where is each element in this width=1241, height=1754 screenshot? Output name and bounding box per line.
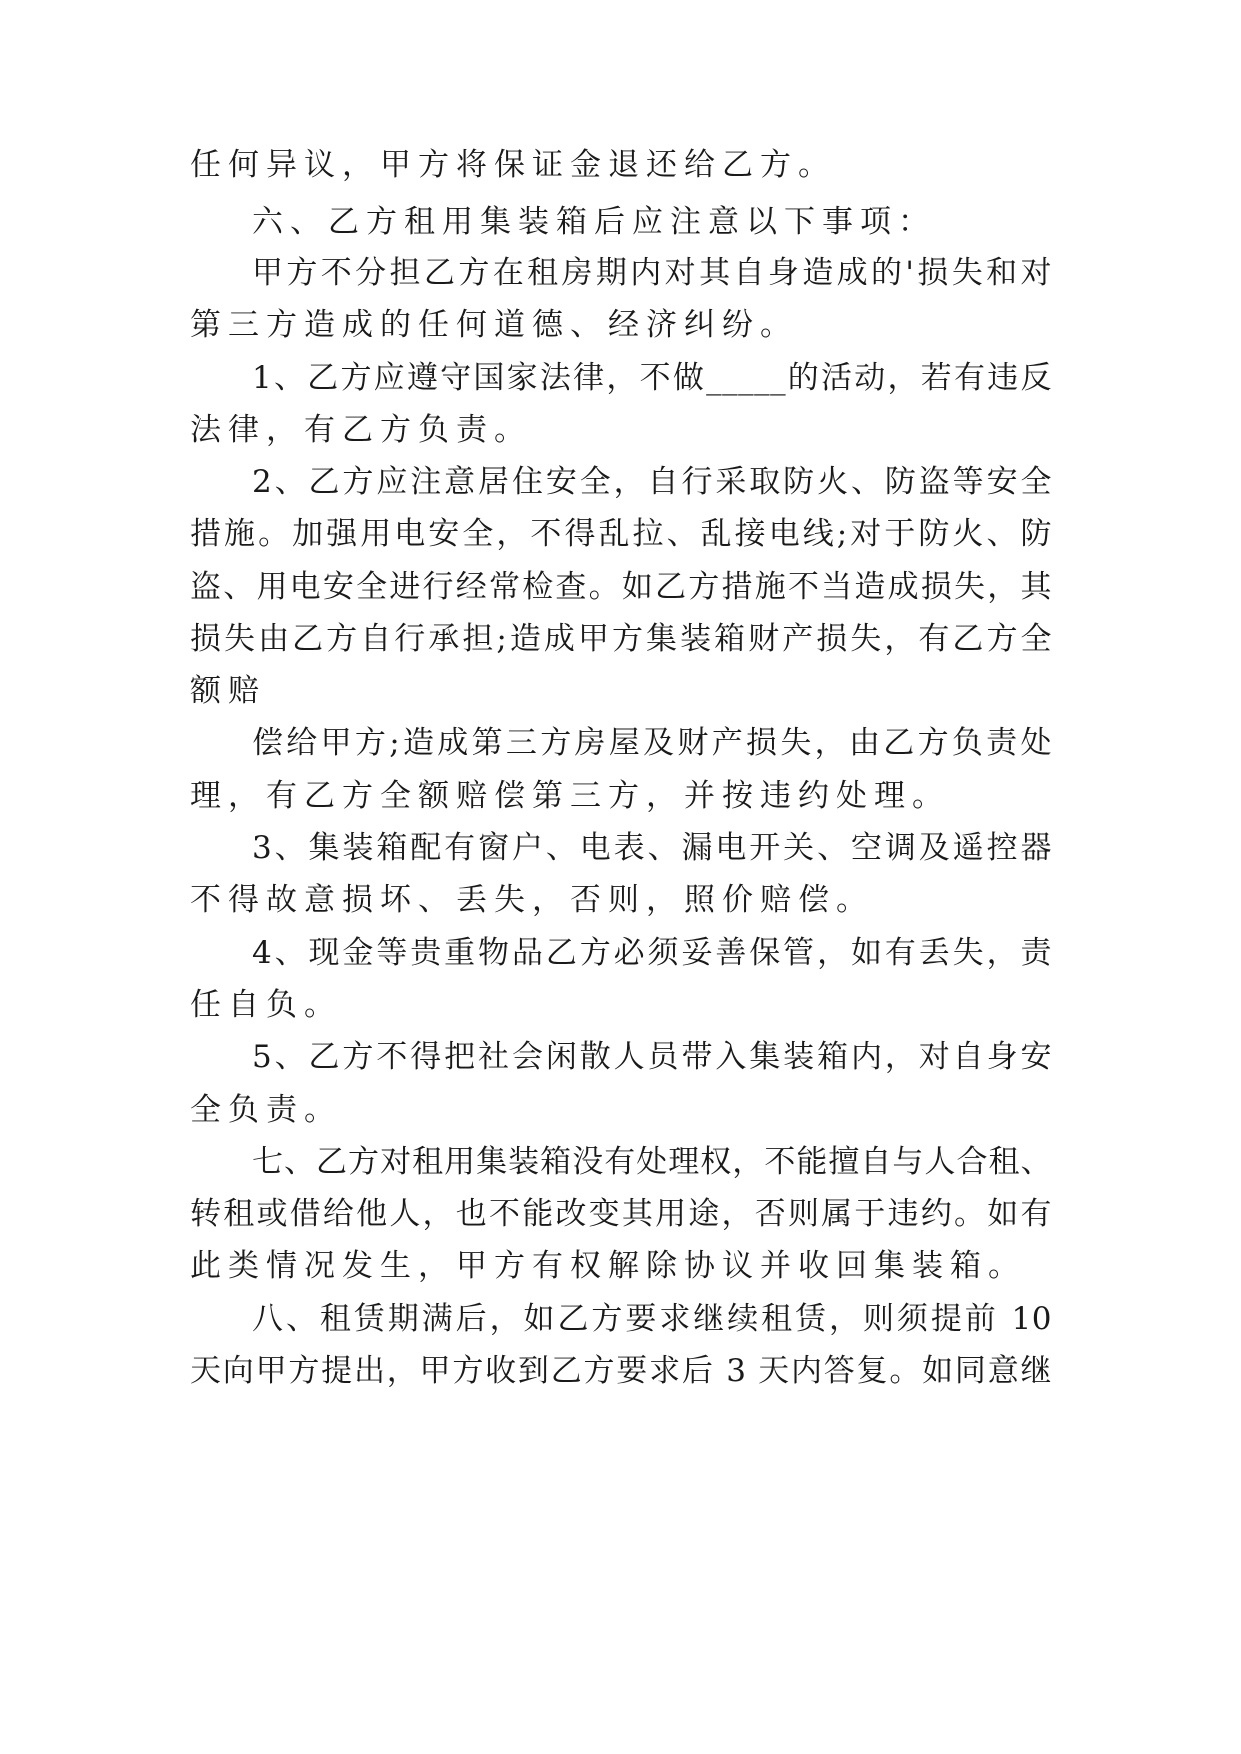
clause-3: 3、集装箱配有窗户、电表、漏电开关、空调及遥控器 — [252, 830, 1052, 866]
text-line: 第三方造成的任何道德、经济纠纷。 — [190, 307, 798, 343]
section-heading-6: 六、乙方租用集装箱后应注意以下事项： — [252, 204, 936, 240]
text-line: 盗、用电安全进行经常检查。如乙方措施不当造成损失，其 — [190, 569, 1052, 605]
text-line: 不得故意损坏、丢失，否则，照价赔偿。 — [190, 882, 874, 918]
text-line: 此类情况发生，甲方有权解除协议并收回集装箱。 — [190, 1248, 1026, 1284]
clause-5: 5、乙方不得把社会闲散人员带入集装箱内，对自身安 — [252, 1039, 1052, 1075]
clause-1: 1、乙方应遵守国家法律，不做_____的活动，若有违反 — [252, 360, 1052, 396]
clause-2: 2、乙方应注意居住安全，自行采取防火、防盗等安全 — [252, 464, 1052, 500]
text-line: 法律，有乙方负责。 — [190, 412, 532, 448]
text-line: 转租或借给他人，也不能改变其用途，否则属于违约。如有 — [190, 1196, 1052, 1232]
text-line: 任自负。 — [190, 987, 342, 1023]
section-heading-7: 七、乙方对租用集装箱没有处理权，不能擅自与人合租、 — [252, 1144, 1052, 1180]
text-line: 理，有乙方全额赔偿第三方，并按违约处理。 — [190, 778, 950, 814]
text-line: 措施。加强用电安全，不得乱拉、乱接电线;对于防火、防 — [190, 516, 1052, 552]
text-line: 甲方不分担乙方在租房期内对其自身造成的'损失和对 — [252, 255, 1052, 291]
text-line: 额赔 — [190, 673, 266, 709]
text-line: 偿给甲方;造成第三方房屋及财产损失，由乙方负责处 — [252, 725, 1052, 761]
text-line: 任何异议，甲方将保证金退还给乙方。 — [190, 147, 836, 183]
section-heading-8: 八、租赁期满后，如乙方要求继续租赁，则须提前 10 — [252, 1301, 1052, 1337]
text-line: 损失由乙方自行承担;造成甲方集装箱财产损失，有乙方全 — [190, 621, 1052, 657]
clause-4: 4、现金等贵重物品乙方必须妥善保管，如有丢失，责 — [252, 935, 1052, 971]
text-line: 天向甲方提出，甲方收到乙方要求后 3 天内答复。如同意继 — [190, 1353, 1052, 1389]
text-line: 全负责。 — [190, 1092, 342, 1128]
